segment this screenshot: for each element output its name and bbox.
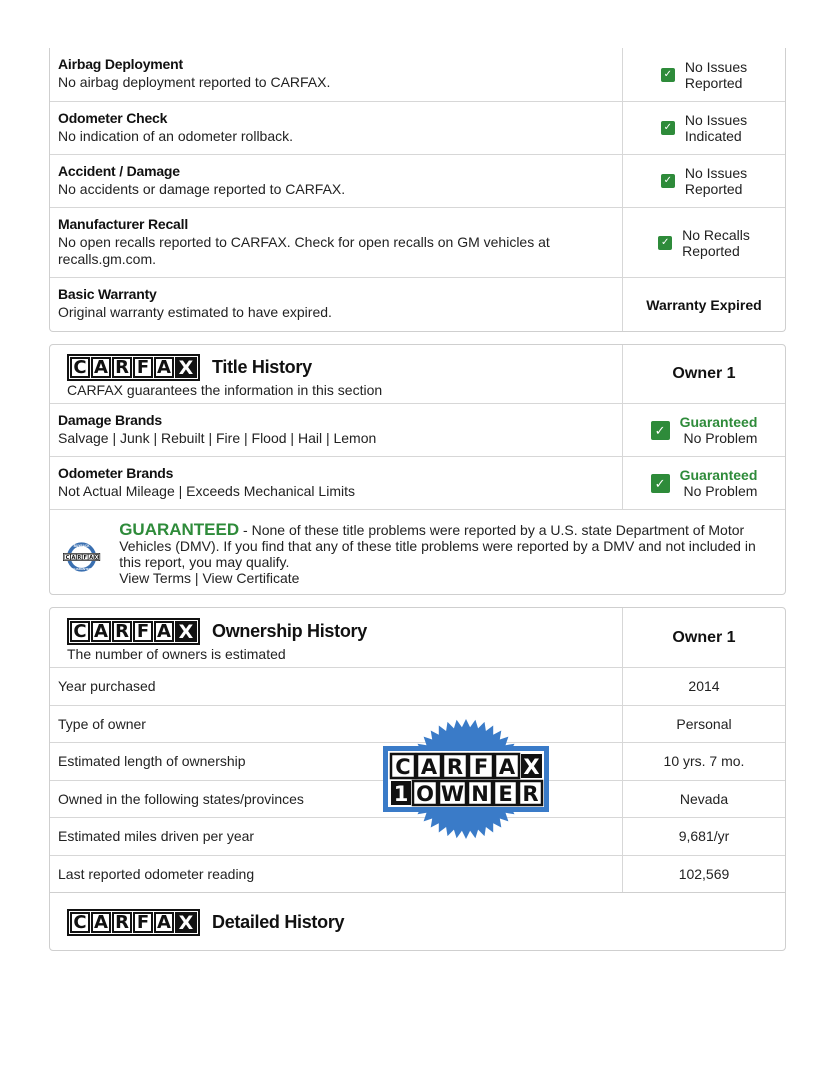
svg-text:E: E (498, 782, 513, 806)
title-row-odometer-brands: Odometer Brands Not Actual Mileage | Exceeds Mechanical Limits ✓ Guaranteed No Problem (50, 457, 785, 510)
svg-text:A: A (420, 755, 438, 779)
check-title: Airbag Deployment (58, 56, 183, 72)
svg-text:C: C (65, 554, 70, 561)
svg-text:R: R (77, 554, 82, 561)
svg-text:W: W (440, 782, 465, 806)
title-history-header (50, 345, 785, 404)
svg-text:X: X (94, 554, 99, 561)
row-title: Odometer Brands (58, 465, 174, 481)
section-subtitle: CARFAX guarantees the information in this section (67, 382, 383, 398)
check-title: Odometer Check (58, 110, 168, 126)
check-title: Basic Warranty (58, 286, 157, 302)
carfax-logo: C A R F A X (67, 354, 200, 381)
check-row-odometer (50, 102, 785, 155)
svg-text:1: 1 (393, 782, 409, 806)
checkmark-icon: ✓ (661, 174, 675, 188)
check-row-airbag (50, 48, 785, 102)
svg-text:R: R (446, 755, 464, 779)
section-title: Detailed History (212, 912, 345, 932)
svg-text:A: A (71, 554, 76, 561)
buyback-guarantee-seal-icon (62, 522, 101, 592)
view-terms-link[interactable]: View Terms (119, 570, 192, 586)
guaranteed-label: GUARANTEED (119, 520, 240, 539)
table-row: Owned in the following states/provinces Nevada (50, 781, 785, 819)
view-certificate-link[interactable]: View Certificate (202, 570, 300, 586)
table-row: Last reported odometer reading 102,569 (50, 856, 785, 894)
owner-column-header: Owner 1 (672, 628, 736, 646)
carfax-one-owner-badge (382, 718, 550, 840)
checkmark-icon: ✓ (661, 68, 675, 82)
row-desc: Salvage | Junk | Rebuilt | Fire | Flood | Hail | Lemon (58, 430, 377, 446)
title-history-panel (49, 344, 786, 595)
guarantee-text: - None of these title problems were reported by a U.S. state Department of Motor Vehicles (DMV). If you find that any of these title problems were reported by a DMV and not included in this report, you may qualify. (119, 522, 756, 570)
check-status: ✓ No Issues Reported (661, 59, 747, 91)
svg-text:GUARANTEE: GUARANTEE (72, 566, 91, 571)
svg-text:N: N (471, 782, 489, 806)
svg-text:BUYBACK: BUYBACK (73, 543, 90, 548)
check-title: Manufacturer Recall (58, 216, 189, 232)
section-subtitle: The number of owners is estimated (67, 646, 286, 662)
section-title: Ownership History (212, 621, 367, 641)
title-row-damage-brands: Damage Brands Salvage | Junk | Rebuilt | Fire | Flood | Hail | Lemon ✓ Guaranteed No Problem (50, 404, 785, 457)
table-row: Type of owner Personal (50, 706, 785, 744)
check-row-warranty (50, 278, 785, 331)
section-title: Title History (212, 357, 312, 377)
warranty-status: Warranty Expired (646, 296, 762, 313)
checkmark-icon: ✓ (658, 236, 672, 250)
check-row-recall (50, 208, 785, 278)
check-desc: No airbag deployment reported to CARFAX. (58, 74, 331, 90)
table-row: Year purchased 2014 (50, 668, 785, 706)
ownership-history-header (50, 608, 785, 668)
buyback-guarantee: BUYBACK GUARANTEE C A R F A X GUARANTEED - None of these title problems were reported by a U.S. state Department of Motor Vehicles (DMV). If you find that any of these title problems were reported by a DMV and not included in this report, you may qualify. View Terms | View Certificate (50, 510, 785, 594)
checkmark-icon: ✓ (661, 121, 675, 135)
check-row-accident (50, 155, 785, 208)
row-desc: Not Actual Mileage | Exceeds Mechanical Limits (58, 483, 355, 499)
check-desc: No indication of an odometer rollback. (58, 128, 294, 144)
detailed-history-panel (49, 892, 786, 951)
table-row: Estimated miles driven per year 9,681/yr (50, 818, 785, 856)
check-desc: No open recalls reported to CARFAX. Check for open recalls on GM vehicles at recalls.gm.com. (58, 234, 550, 267)
check-title: Accident / Damage (58, 163, 180, 179)
history-checks-panel (49, 48, 786, 332)
svg-text:A: A (498, 755, 516, 779)
svg-text:C: C (395, 755, 411, 779)
svg-text:F: F (473, 755, 489, 779)
check-status: ✓ No Issues Indicated (661, 112, 747, 144)
svg-text:X: X (523, 755, 540, 779)
table-row: Estimated length of ownership 10 yrs. 7 mo. (50, 743, 785, 781)
check-status: ✓ No Issues Reported (661, 165, 747, 197)
svg-text:O: O (416, 782, 434, 806)
check-desc: Original warranty estimated to have expired. (58, 304, 332, 320)
checkmark-icon: ✓ (651, 421, 670, 440)
check-status: ✓ No Recalls Reported (658, 227, 750, 259)
svg-text:R: R (522, 782, 539, 806)
owner-column-header: Owner 1 (672, 365, 736, 382)
svg-text:A: A (89, 554, 94, 561)
carfax-logo: C A R F A X (67, 909, 200, 936)
carfax-logo: C A R F A X (67, 618, 200, 645)
checkmark-icon: ✓ (651, 474, 670, 493)
svg-text:F: F (83, 554, 87, 561)
check-desc: No accidents or damage reported to CARFAX. (58, 181, 346, 197)
row-title: Damage Brands (58, 412, 162, 428)
